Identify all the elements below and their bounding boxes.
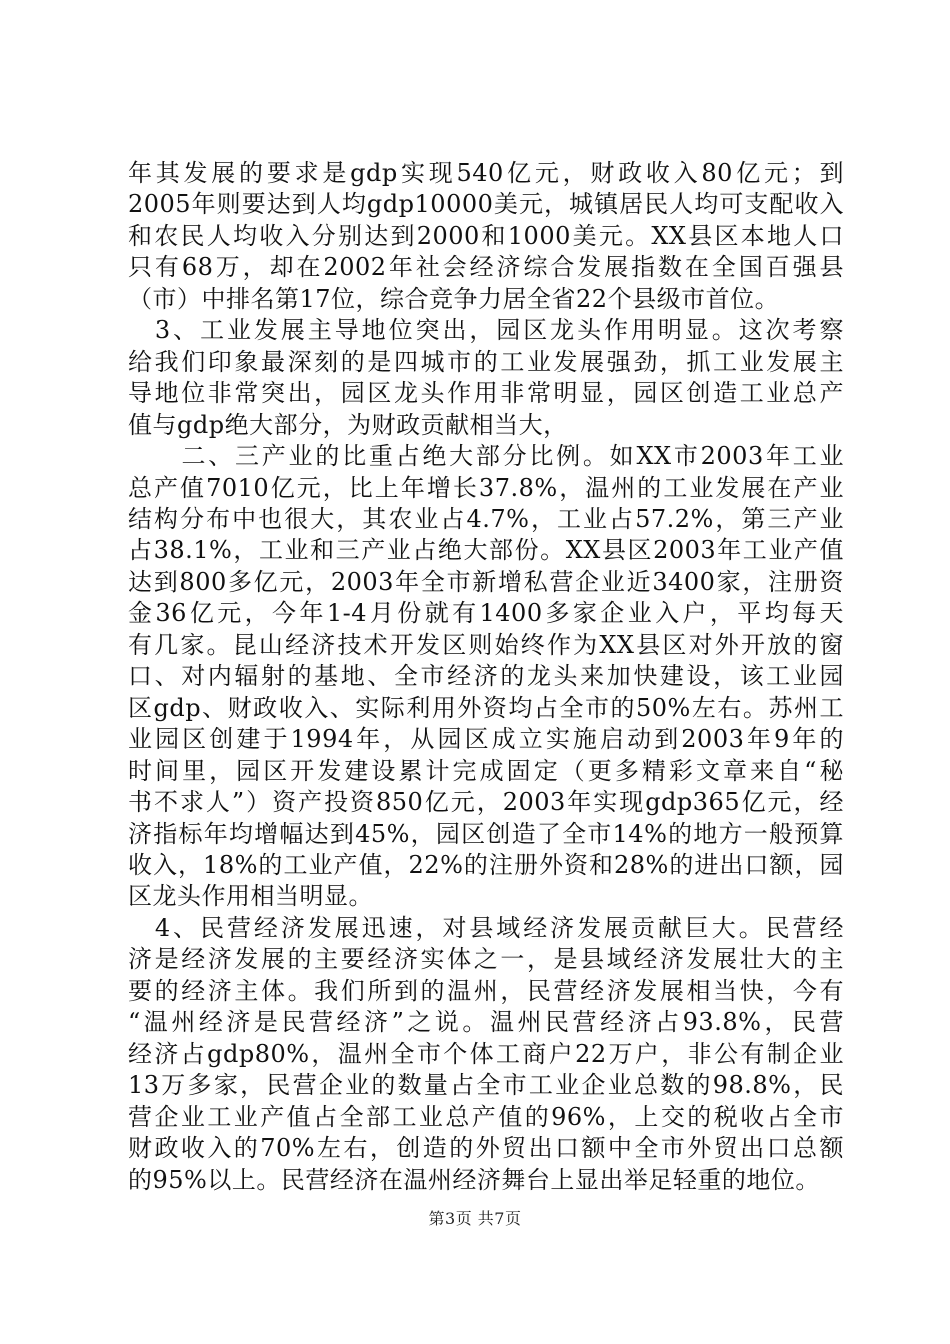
text-line: 金36亿元，今年1-4月份就有1400多家企业入户，平均每天: [128, 599, 844, 628]
text-line: 值与gdp绝大部分，为财政贡献相当大，: [128, 410, 568, 439]
text-line: 年其发展的要求是gdp实现540亿元，财政收入80亿元；到: [128, 159, 844, 187]
text-line: 给我们印象最深刻的是四城市的工业发展强劲，抓工业发展主: [128, 347, 844, 376]
text-line: 只有68万，却在2002年社会经济综合发展指数在全国百强县: [128, 253, 844, 282]
text-line: 区gdp、财政收入、实际利用外资均占全市的50%左右。苏州工: [128, 693, 844, 722]
text-line: 4、民营经济发展迅速，对县域经济发展贡献巨大。民营经: [128, 913, 844, 942]
text-line: 业园区创建于1994年，从园区成立实施启动到2003年9年的: [128, 725, 844, 754]
text-line: 书不求人”）资产投资850亿元，2003年实现gdp365亿元，经: [128, 788, 844, 817]
text-line: 营企业工业产值占全部工业总产值的96%，上交的税收占全市: [128, 1102, 844, 1131]
text-line: 财政收入的70%左右，创造的外贸出口额中全市外贸出口总额: [128, 1134, 844, 1163]
text-line: 二、三产业的比重占绝大部分比例。如XX市2003年工业: [128, 442, 844, 471]
text-line: 济指标年均增幅达到45%，园区创造了全市14%的地方一般预算: [128, 819, 844, 848]
text-line: 经济占gdp80%，温州全市个体工商户22万户，非公有制企业: [128, 1039, 844, 1068]
text-line: 收入，18%的工业产值，22%的注册外资和28%的进出口额，园: [128, 851, 844, 879]
text-line: 占38.1%，工业和三产业占绝大部份。XX县区2003年工业产值: [128, 536, 844, 565]
text-line: “温州经济是民营经济”之说。温州民营经济占93.8%，民营: [128, 1008, 844, 1037]
text-line: 济是经济发展的主要经济实体之一，是县域经济发展壮大的主: [128, 945, 844, 974]
text-line: 导地位非常突出，园区龙头作用非常明显，园区创造工业总产: [128, 379, 844, 408]
text-line: 2005年则要达到人均gdp10000美元，城镇居民人均可支配收入: [128, 190, 844, 219]
text-line: 要的经济主体。我们所到的温州，民营经济发展相当快，今有: [128, 976, 844, 1005]
text-line: 的95%以上。民营经济在温州经济舞台上显出举足轻重的地位。: [128, 1165, 820, 1194]
text-line: 达到800多亿元，2003年全市新增私营企业近3400家，注册资: [128, 567, 844, 596]
text-line: 3、工业发展主导地位突出，园区龙头作用明显。这次考察: [128, 316, 844, 345]
text-line: 区龙头作用相当明显。: [128, 882, 373, 911]
text-line: 口、对内辐射的基地、全市经济的龙头来加快建设，该工业园: [128, 662, 844, 691]
text-line: 结构分布中也很大，其农业占4.7%，工业占57.2%，第三产业: [128, 505, 844, 533]
text-line: 总产值7010亿元，比上年增长37.8%，温州的工业发展在产业: [128, 473, 844, 502]
text-line: 和农民人均收入分别达到2000和1000美元。XX县区本地人口: [128, 221, 844, 250]
text-line: 有几家。昆山经济技术开发区则始终作为XX县区对外开放的窗: [128, 630, 844, 659]
page-number-footer: 第3页 共7页: [428, 1209, 522, 1228]
text-line: （市）中排名第17位，综合竞争力居全省22个县级市首位。: [128, 284, 780, 313]
text-line: 时间里，园区开发建设累计完成固定（更多精彩文章来自“秘: [128, 756, 844, 785]
text-line: 13万多家，民营企业的数量占全市工业企业总数的98.8%，民: [128, 1071, 844, 1100]
